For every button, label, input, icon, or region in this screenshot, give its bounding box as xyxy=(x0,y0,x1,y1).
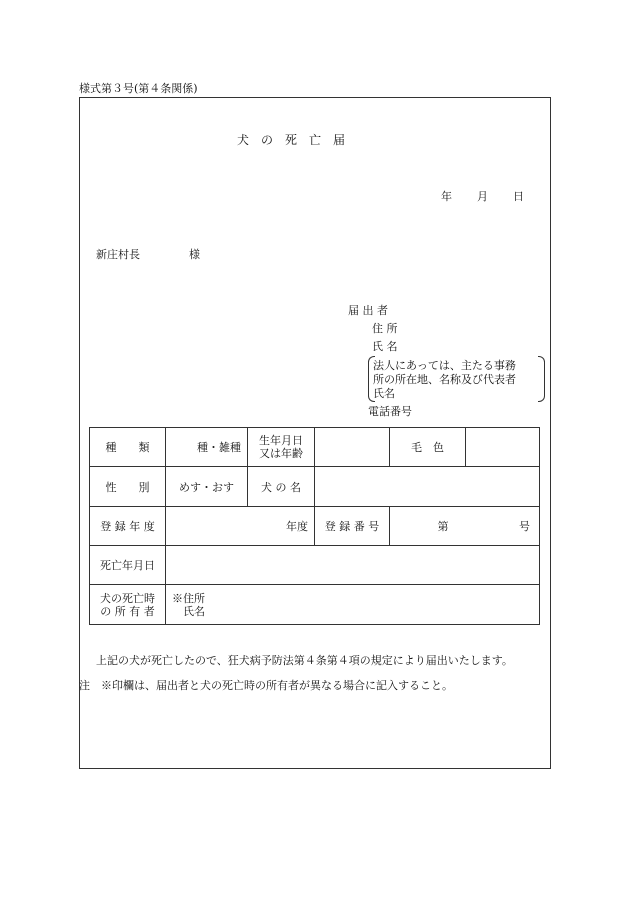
owner-address: ※住所 xyxy=(172,591,205,605)
table-row-registration xyxy=(90,507,540,546)
date-day-label: 日 xyxy=(513,190,524,203)
reg-no-label: 登 録 番 号 xyxy=(315,507,390,546)
date-year-label: 年 xyxy=(441,190,452,203)
table-row-owner xyxy=(90,585,540,625)
statement-text: 上記の犬が死亡したので、狂犬病予防法第４条第４項の規定により届出いたします。 xyxy=(96,654,513,667)
dog-info-table xyxy=(89,427,540,625)
notifier-heading: 届 出 者 xyxy=(348,304,388,317)
birth-value[interactable] xyxy=(315,428,390,467)
reg-year-label: 登 録 年 度 xyxy=(90,507,166,546)
table-row-sex xyxy=(90,467,540,507)
notifier-address-label: 住 所 xyxy=(372,322,398,335)
dog-name-label: 犬 の 名 xyxy=(248,467,315,507)
corp-note-line-2: 所の所在地、名称及び代表者 xyxy=(373,373,516,386)
date-month-label: 月 xyxy=(477,190,488,203)
reg-no-suffix: 号 xyxy=(519,520,530,533)
phone-label: 電話番号 xyxy=(368,405,412,418)
sex-label: 性 別 xyxy=(90,467,166,507)
table-row-type xyxy=(90,428,540,467)
breed-label: 種・雑種 xyxy=(166,428,248,467)
coat-color-label: 毛 色 xyxy=(390,428,466,467)
notifier-name-label: 氏 名 xyxy=(372,340,398,353)
sex-options[interactable]: めす・おす xyxy=(166,467,248,507)
coat-color-value[interactable] xyxy=(466,428,540,467)
addressee-honorific: 様 xyxy=(189,248,200,261)
corp-note-line-3: 氏名 xyxy=(373,387,395,400)
corp-note-line-1: 法人にあっては、主たる事務 xyxy=(373,359,516,372)
form-number-label: 様式第３号(第４条関係) xyxy=(79,82,198,95)
note-text: 注 ※印欄は、届出者と犬の死亡時の所有者が異なる場合に記入すること。 xyxy=(79,679,453,692)
note-bracket-right xyxy=(538,356,545,402)
death-date-value[interactable] xyxy=(166,546,540,585)
type-label: 種 類 xyxy=(90,428,166,467)
reg-year-value[interactable]: 年度 xyxy=(166,507,315,546)
reg-no-value[interactable] xyxy=(390,507,540,546)
table-row-death-date xyxy=(90,546,540,585)
birth-label: 生年月日 又は年齢 xyxy=(248,428,315,467)
reg-no-prefix: 第 xyxy=(437,520,449,533)
addressee-name: 新庄村長 xyxy=(96,248,140,261)
death-date-label: 死亡年月日 xyxy=(90,546,166,585)
dog-name-value[interactable] xyxy=(315,467,540,507)
form-title: 犬 の 死 亡 届 xyxy=(237,133,346,147)
owner-value[interactable] xyxy=(166,585,540,625)
owner-name: 氏名 xyxy=(172,604,205,618)
owner-label: 犬の死亡時 の 所 有 者 xyxy=(90,585,166,625)
